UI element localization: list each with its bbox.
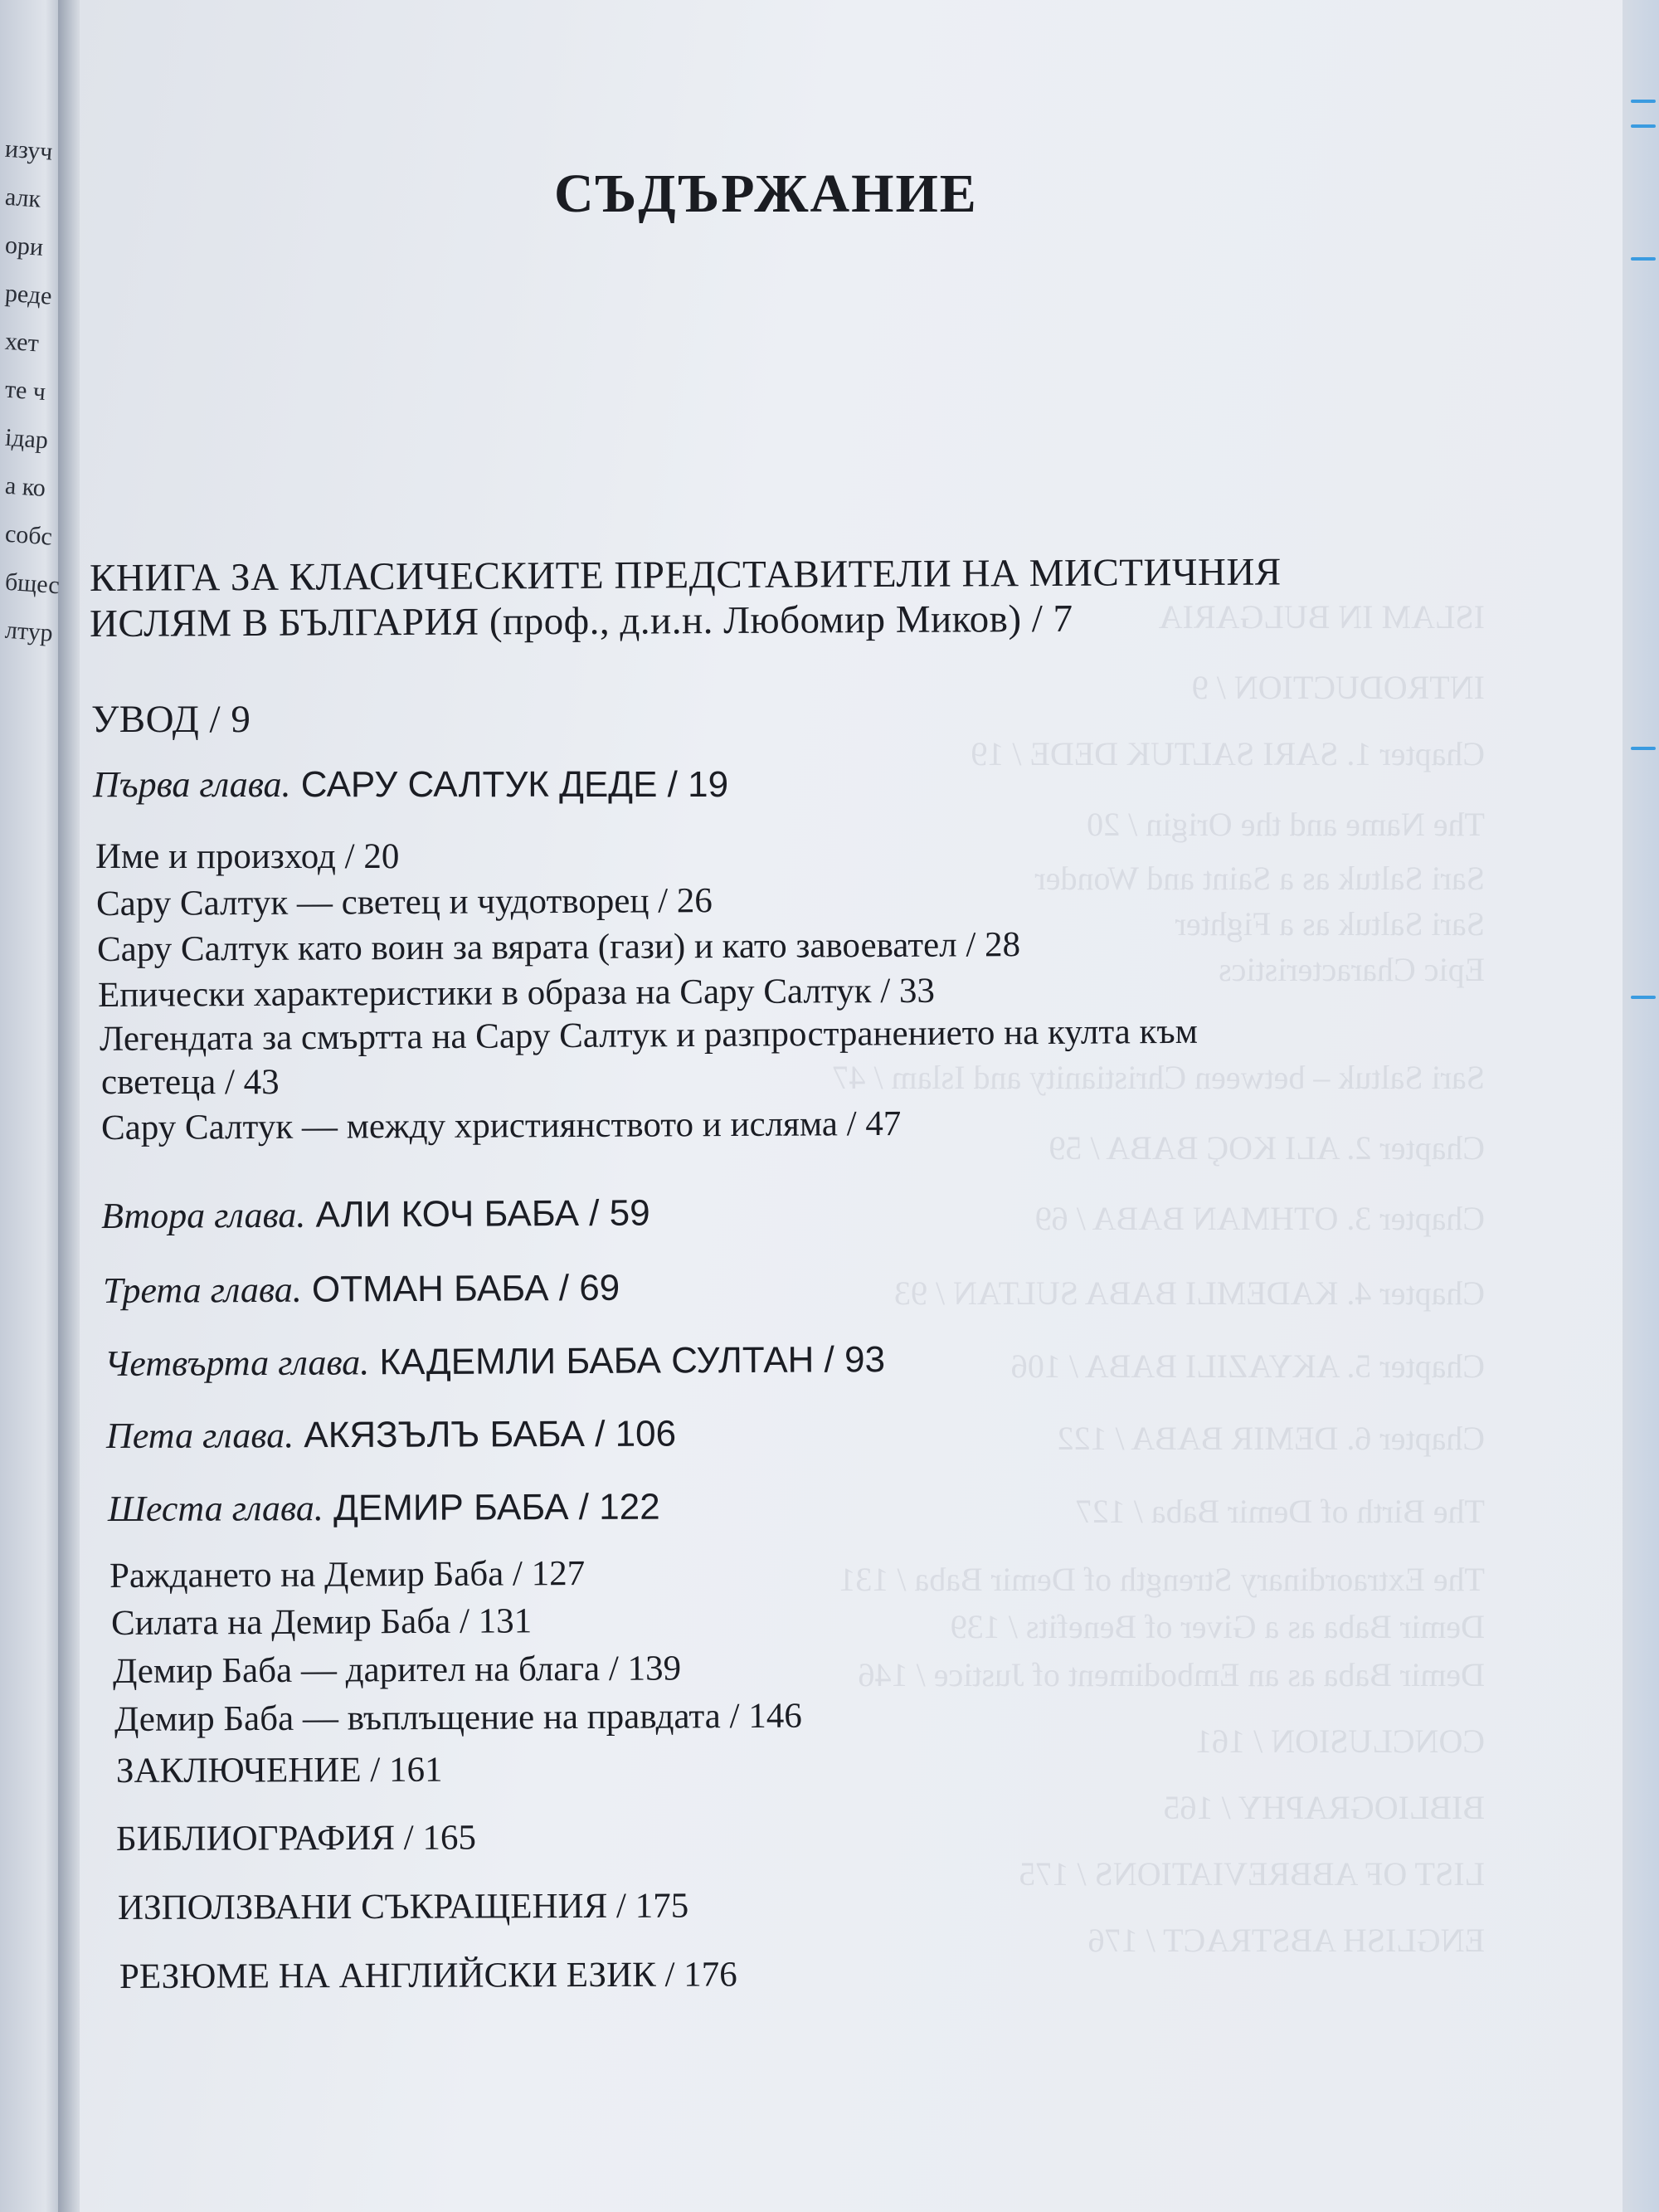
left-page-fragment: ідар	[3, 423, 50, 455]
toc-entry	[97, 924, 1020, 970]
show-through-line: Demir Baba as a Giver of Benefits / 139	[950, 1608, 1485, 1645]
toc-entry	[98, 971, 935, 1016]
left-page-fragment: изуч	[3, 134, 54, 166]
show-through-line: Chapter 6. DEMIR BABA / 122	[1057, 1420, 1485, 1457]
toc-entry	[96, 880, 713, 924]
entry-text: ИЗПОЛЗВАНИ СЪКРАЩЕНИЯ / 175	[117, 1886, 689, 1927]
chapter-label: Втора глава.	[100, 1194, 306, 1236]
show-through-line: The Extraordinary Strength of Demir Baba / 131	[839, 1561, 1485, 1598]
toc-entry	[101, 1062, 280, 1103]
blue-edge-mark	[1631, 257, 1656, 261]
show-through-line: LIST OF ABBREVIATIONS / 175	[1019, 1855, 1485, 1893]
show-through-line: ENGLISH ABSTRACT / 176	[1087, 1922, 1485, 1959]
chapter-label: Четвърта глава.	[104, 1342, 370, 1384]
left-page-fragment: а ко	[3, 471, 47, 503]
entry-text: РЕЗЮМЕ НА АНГЛИЙСКИ ЕЗИК / 176	[119, 1955, 737, 1996]
left-page-fragment: лтур	[3, 616, 54, 647]
left-page-fragment: хет	[3, 327, 40, 358]
entry-text: Сару Салтук — между християнството и исляма / 47	[100, 1104, 902, 1147]
chapter-title: ДЕМИР БАБА / 122	[323, 1486, 660, 1529]
chapter-title: КАДЕМЛИ БАБА СУЛТАН / 93	[369, 1339, 886, 1383]
show-through-line: Chapter 1. SARI SALTUK DEDE / 19	[971, 735, 1485, 772]
entry-text: Сару Салтук — светец и чудотворец / 26	[95, 881, 713, 923]
page-title: СЪДЪРЖАНИЕ	[554, 163, 978, 225]
left-page-fragment: ори	[3, 231, 45, 261]
entry-text: КНИГА ЗА КЛАСИЧЕСКИТЕ ПРЕДСТАВИТЕЛИ НА МИСТИЧНИЯ	[89, 550, 1282, 600]
entry-text: БИБЛИОГРАФИЯ / 165	[115, 1818, 476, 1859]
entry-text: Силата на Демир Баба / 131	[110, 1601, 533, 1643]
show-through-line: ISLAM IN BULGARIA	[1158, 598, 1485, 636]
left-page-fragment: собс	[3, 519, 54, 551]
show-through-line: BIBLIOGRAPHY / 165	[1163, 1789, 1485, 1826]
entry-text: Легендата за смъртта на Сару Салтук и разпространението на култа към	[99, 1011, 1199, 1059]
toc-entry	[116, 1817, 476, 1859]
show-through-line: CONCLUSION / 161	[1195, 1722, 1485, 1760]
chapter-label: Пета глава.	[105, 1415, 294, 1456]
toc-entry	[114, 1696, 802, 1740]
entry-text: ЗАКЛЮЧЕНИЕ / 161	[115, 1750, 443, 1791]
show-through-line: Chapter 2. ALI KOÇ BABA / 59	[1048, 1129, 1485, 1167]
show-through-line: Sari Saltuk as a Saint and Wonder	[1034, 860, 1485, 897]
left-page-fragment: алк	[3, 183, 42, 213]
chapter-title: АКЯЗЪЛЪ БАБА / 106	[294, 1413, 677, 1456]
show-through-line: Chapter 4. KADEMLI BABA SULTAN / 93	[894, 1274, 1485, 1312]
left-page-fragment: реде	[3, 279, 53, 310]
toc-entry	[100, 1011, 1198, 1060]
toc-entry	[90, 549, 1282, 601]
toc-entry	[95, 836, 399, 877]
toc-entry	[101, 1192, 650, 1237]
show-through-line: Sari Saltuk as a Fighter	[1175, 905, 1485, 943]
entry-text: УВОД / 9	[91, 698, 251, 741]
left-page-fragment: бщес	[3, 568, 61, 600]
toc-entry	[101, 1104, 902, 1148]
entry-text: Епически характеристики в образа на Сару Салтук / 33	[97, 971, 936, 1015]
show-through-line: INTRODUCTION / 9	[1191, 669, 1485, 706]
entry-text: Демир Баба — въплъщение на правдата / 146	[114, 1696, 802, 1739]
toc-entry	[116, 1750, 443, 1791]
chapter-label: Шеста глава.	[107, 1488, 324, 1529]
chapter-title: САРУ САЛТУК ДЕДЕ / 19	[290, 764, 729, 805]
chapter-title: АЛИ КОЧ БАБА / 59	[305, 1192, 650, 1235]
entry-text: Раждането на Демир Баба / 127	[109, 1553, 586, 1596]
chapter-label: Трета глава.	[102, 1269, 302, 1311]
blue-edge-mark	[1631, 747, 1656, 750]
toc-entry	[111, 1601, 532, 1644]
show-through-line: Demir Baba as an Embodiment of Justice / 146	[858, 1656, 1485, 1693]
toc-entry	[108, 1486, 660, 1530]
entry-text: Демир Баба — дарител на блага / 139	[112, 1649, 682, 1691]
toc-entry	[109, 1553, 585, 1596]
toc-entry	[119, 1954, 737, 1997]
toc-entry	[90, 597, 1073, 646]
toc-entry	[91, 697, 251, 742]
chapter-label: Първа глава.	[93, 764, 291, 805]
entry-author: (проф., д.и.н. Любомир Миков) / 7	[479, 597, 1073, 644]
entry-text: светеца / 43	[101, 1063, 280, 1102]
entry-text: Име и произход / 20	[95, 837, 400, 876]
chapter-title: ОТМАН БАБА / 69	[301, 1267, 620, 1310]
toc-entry	[103, 1267, 620, 1312]
toc-entry	[105, 1338, 885, 1385]
show-through-line: Sari Saltuk – between Christianity and Islam / 47	[832, 1059, 1485, 1096]
show-through-line: Chapter 3. OTHMAN BABA / 69	[1034, 1200, 1485, 1237]
toc-entry	[113, 1648, 681, 1692]
toc-entry	[106, 1413, 676, 1457]
show-through-line: The Name and the Origin / 20	[1087, 806, 1485, 843]
entry-text: Сару Салтук като воин за вярата (гази) и като завоевател / 28	[96, 925, 1021, 969]
show-through-line: Chapter 5. AKYAZILI BABA / 106	[1010, 1347, 1485, 1385]
blue-edge-mark	[1631, 100, 1656, 103]
toc-entry	[118, 1886, 688, 1928]
entry-text: ИСЛЯМ В БЪЛГАРИЯ	[89, 600, 479, 646]
toc-entry	[93, 763, 728, 806]
blue-edge-mark	[1631, 124, 1656, 128]
show-through-line: Epic Characteristics	[1219, 951, 1485, 988]
left-page-fragment: те ч	[3, 375, 47, 407]
blue-edge-mark	[1631, 996, 1656, 999]
show-through-line: The Birth of Demir Baba / 127	[1075, 1493, 1485, 1530]
